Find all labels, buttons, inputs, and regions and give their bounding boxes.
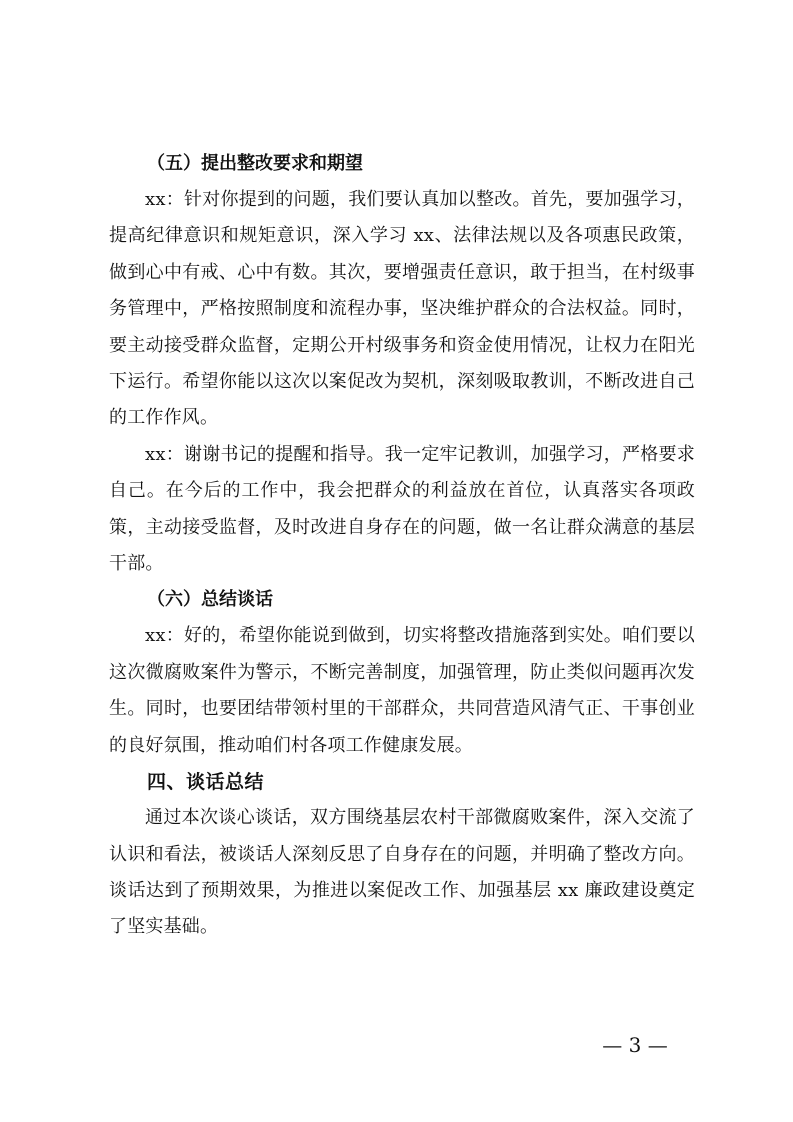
section-heading-talk-summary: 四、谈话总结 bbox=[147, 771, 265, 794]
paragraph-summary-talk: xx：好的，希望你能说到做到，切实将整改措施落到实处。咱们要以这次微腐败案件为警示，不断完善制度，加强管理，防止类似问题再次发生。同时，也要团结带领村里的干部群众，共同营造风清气正、干事创业的良好氛围，推动咱们村各项工作健康发展。 bbox=[109, 625, 695, 756]
section-heading-summary-talk: （六）总结谈话 bbox=[147, 589, 273, 611]
paragraph-rectification-requirements: xx：针对你提到的问题，我们要认真加以整改。首先，要加强学习，提高纪律意识和规矩意识，深入学习 xx、法律法规以及各项惠民政策，做到心中有戒、心中有数。其次，要增强责任意识，敢于担当，在村级事务管理中，严格按照制度和流程办事，坚决维护群众的合法权益。同时，要主动接受群众监督，定期公开村级事务和资金使用情况，让权力在阳光下运行。希望你能以这次以案促改为契机，深刻吸取教训，不断改进自己的工作作风。 bbox=[109, 189, 695, 429]
paragraph-talk-summary: 通过本次谈心谈话，双方围绕基层农村干部微腐败案件，深入交流了认识和看法，被谈话人深刻反思了自身存在的问题，并明确了整改方向。谈话达到了预期效果，为推进以案促改工作、加强基层 xx 廉政建设奠定了坚实基础。 bbox=[109, 807, 695, 938]
paragraph-rectification-response: xx：谢谢书记的提醒和指导。我一定牢记教训，加强学习，严格要求自己。在今后的工作中，我会把群众的利益放在首位，认真落实各项政策，主动接受监督，及时改进自身存在的问题，做一名让群众满意的基层干部。 bbox=[109, 443, 695, 575]
section-heading-rectification: （五）提出整改要求和期望 bbox=[147, 153, 363, 174]
document-body bbox=[109, 146, 695, 946]
page-number: — 3 — bbox=[602, 1033, 668, 1057]
